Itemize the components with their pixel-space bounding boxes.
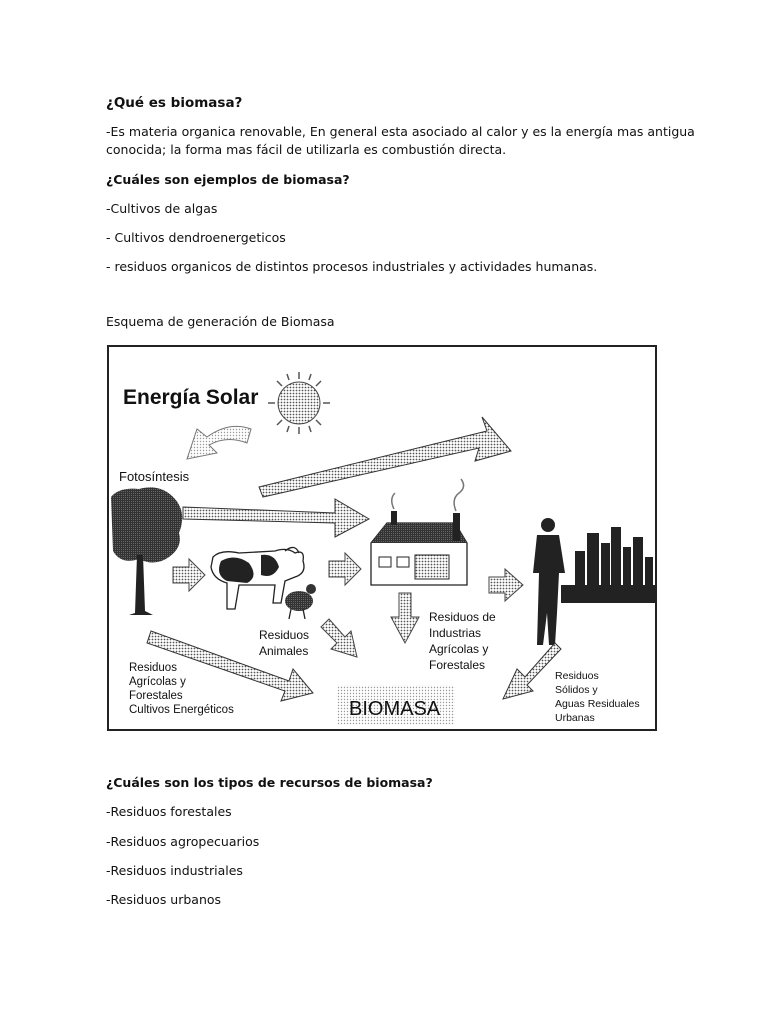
biomasa-label: BIOMASA: [349, 698, 441, 720]
chicken-icon: [285, 584, 316, 619]
question-examples: ¿Cuáles son ejemplos de biomasa?: [106, 172, 350, 187]
answer-line-1: -Es materia organica renovable, En general esta asociado al calor y es la energía mas antigua: [106, 124, 695, 139]
svg-text:Forestales: Forestales: [429, 658, 486, 672]
svg-text:Industrias: Industrias: [429, 626, 482, 640]
person-icon: [533, 518, 565, 645]
svg-text:Aguas Residuales: Aguas Residuales: [555, 698, 640, 710]
arrow-animals-to-biomasa-icon: [321, 619, 357, 657]
resource-item: -Residuos forestales: [106, 804, 232, 819]
biomass-generation-diagram: [107, 345, 657, 731]
svg-text:Agrícolas y: Agrícolas y: [429, 642, 489, 656]
curved-arrow-icon: [187, 426, 251, 459]
example-item: - Cultivos dendroenergeticos: [106, 230, 286, 245]
question-what-is-biomass: ¿Qué es biomasa?: [106, 95, 243, 111]
tree-icon: [111, 487, 182, 615]
question-resource-types: ¿Cuáles son los tipos de recursos de biomasa?: [106, 775, 433, 790]
svg-text:Forestales: Forestales: [129, 690, 183, 702]
fotosintesis-label: Fotosíntesis: [119, 469, 190, 484]
sun-icon: [268, 372, 330, 434]
answer-line-2: conocida; la forma mas fácil de utilizarla es combustión directa.: [106, 142, 507, 157]
svg-text:Sólidos y: Sólidos y: [555, 684, 598, 696]
svg-text:Animales: Animales: [259, 644, 309, 658]
residuos-agricolas-label: [129, 662, 234, 716]
arrow-animals-to-factory-icon: [329, 553, 361, 585]
residuos-solidos-label: [555, 670, 640, 724]
svg-text:Residuos: Residuos: [555, 670, 599, 682]
energia-solar-label: Energía Solar: [123, 386, 259, 409]
example-item: -Cultivos de algas: [106, 201, 218, 216]
resource-item: -Residuos urbanos: [106, 892, 222, 907]
example-item: - residuos organicos de distintos procesos industriales y actividades humanas.: [106, 259, 598, 274]
city-skyline-icon: [561, 527, 655, 603]
svg-text:Urbanas: Urbanas: [555, 712, 595, 724]
arrow-factory-down-icon: [391, 593, 419, 643]
factory-icon: [371, 479, 467, 585]
arrow-urban-to-biomasa-icon: [503, 643, 561, 699]
svg-text:Agrícolas y: Agrícolas y: [129, 676, 186, 688]
residuos-industrias-label: [429, 610, 496, 672]
svg-text:Residuos de: Residuos de: [429, 610, 496, 624]
arrow-to-animals-icon: [173, 559, 205, 591]
arrow-to-factory-icon: [183, 499, 369, 537]
svg-text:Residuos: Residuos: [259, 628, 310, 642]
svg-text:Residuos: Residuos: [129, 662, 177, 674]
resource-item: -Residuos industriales: [106, 863, 243, 878]
residuos-animales-label: [259, 628, 309, 658]
arrow-factory-to-city-icon: [489, 569, 523, 601]
figure-caption: Esquema de generación de Biomasa: [106, 314, 335, 329]
svg-text:Cultivos Energéticos: Cultivos Energéticos: [129, 704, 234, 716]
arrow-to-city-icon: [259, 417, 511, 497]
resource-item: -Residuos agropecuarios: [106, 834, 260, 849]
